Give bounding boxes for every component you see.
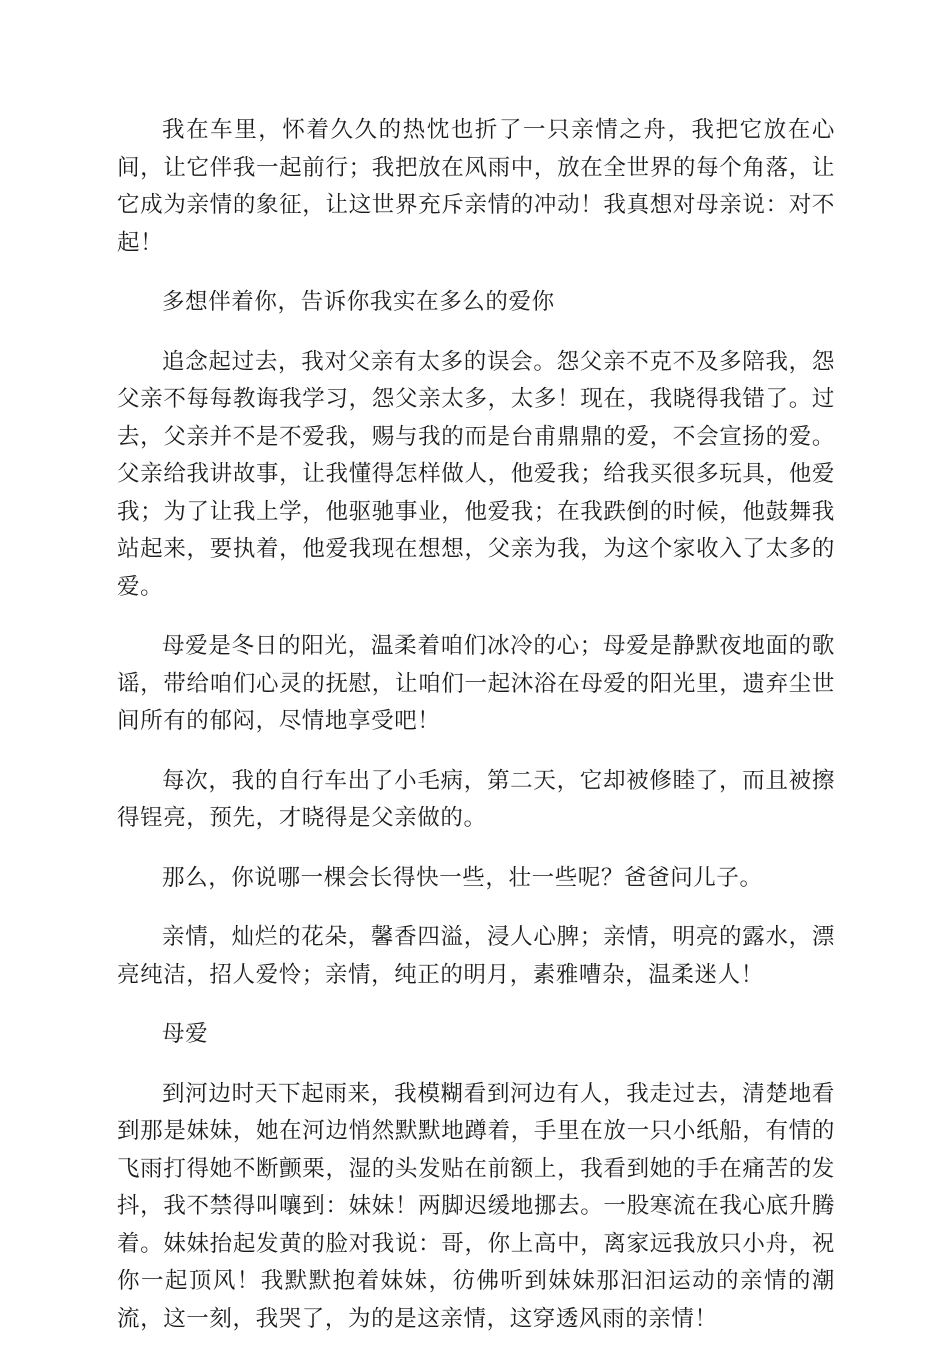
paragraph-1: 我在车里，怀着久久的热忱也折了一只亲情之舟，我把它放在心间，让它伴我一起前行；我把放在风雨中，放在全世界的每个角落，让它成为亲情的象征，让这世界充斥亲情的冲动！我真想对母亲说：对不起！ — [117, 117, 835, 256]
paragraph-5: 每次，我的自行车出了小毛病，第二天，它却被修睦了，而且被擦得锃亮，预先，才晓得是父亲做的。 — [117, 767, 835, 831]
paragraph-7: 亲情，灿烂的花朵，馨香四溢，浸人心脾；亲情，明亮的露水，漂亮纯洁，招人爱怜；亲情，纯正的明月，素雅嘈杂，温柔迷人！ — [117, 924, 835, 988]
paragraph-3: 追念起过去，我对父亲有太多的误会。怨父亲不克不及多陪我，怨父亲不每每教诲我学习，怨父亲太多，太多！现在，我晓得我错了。过去，父亲并不是不爱我，赐与我的而是台甫鼎鼎的爱，不会宣扬的爱。父亲给我讲故事，让我懂得怎样做人，他爱我；给我买很多玩具，他爱我；为了让我上学，他驱驰事业，他爱我；在我跌倒的时候，他鼓舞我站起来，要执着，他爱我现在想想，父亲为我，为这个家收入了太多的爱。 — [117, 348, 835, 600]
document-body — [117, 112, 835, 1360]
paragraph-8: 母爱 — [162, 1021, 209, 1047]
paragraph-2: 多想伴着你，告诉你我实在多么的爱你 — [162, 289, 555, 315]
paragraph-6: 那么，你说哪一棵会长得快一些，壮一些呢？爸爸问儿子。 — [162, 864, 763, 891]
paragraph-4: 母爱是冬日的阳光，温柔着咱们冰冷的心；母爱是静默夜地面的歌谣，带给咱们心灵的抚慰，让咱们一起沐浴在母爱的阳光里，遗弃尘世间所有的郁闷，尽情地享受吧！ — [117, 633, 835, 734]
paragraph-9: 到河边时天下起雨来，我模糊看到河边有人，我走过去，清楚地看到那是妹妹，她在河边悄然默默地蹲着，手里在放一只小纸船，有情的飞雨打得她不断颤栗，湿的头发贴在前额上，我看到她的手在痛苦的发抖，我不禁得叫嚷到：妹妹！两脚迟缓地挪去。一股寒流在我心底升腾着。妹妹抬起发黄的脸对我说：哥，你上高中，离家远我放只小舟，祝你一起顶风！我默默抱着妹妹，彷佛听到妹妹那汩汩运动的亲情的潮流，这一刻，我哭了，为的是这亲情，这穿透风雨的亲情！ — [117, 1080, 835, 1332]
